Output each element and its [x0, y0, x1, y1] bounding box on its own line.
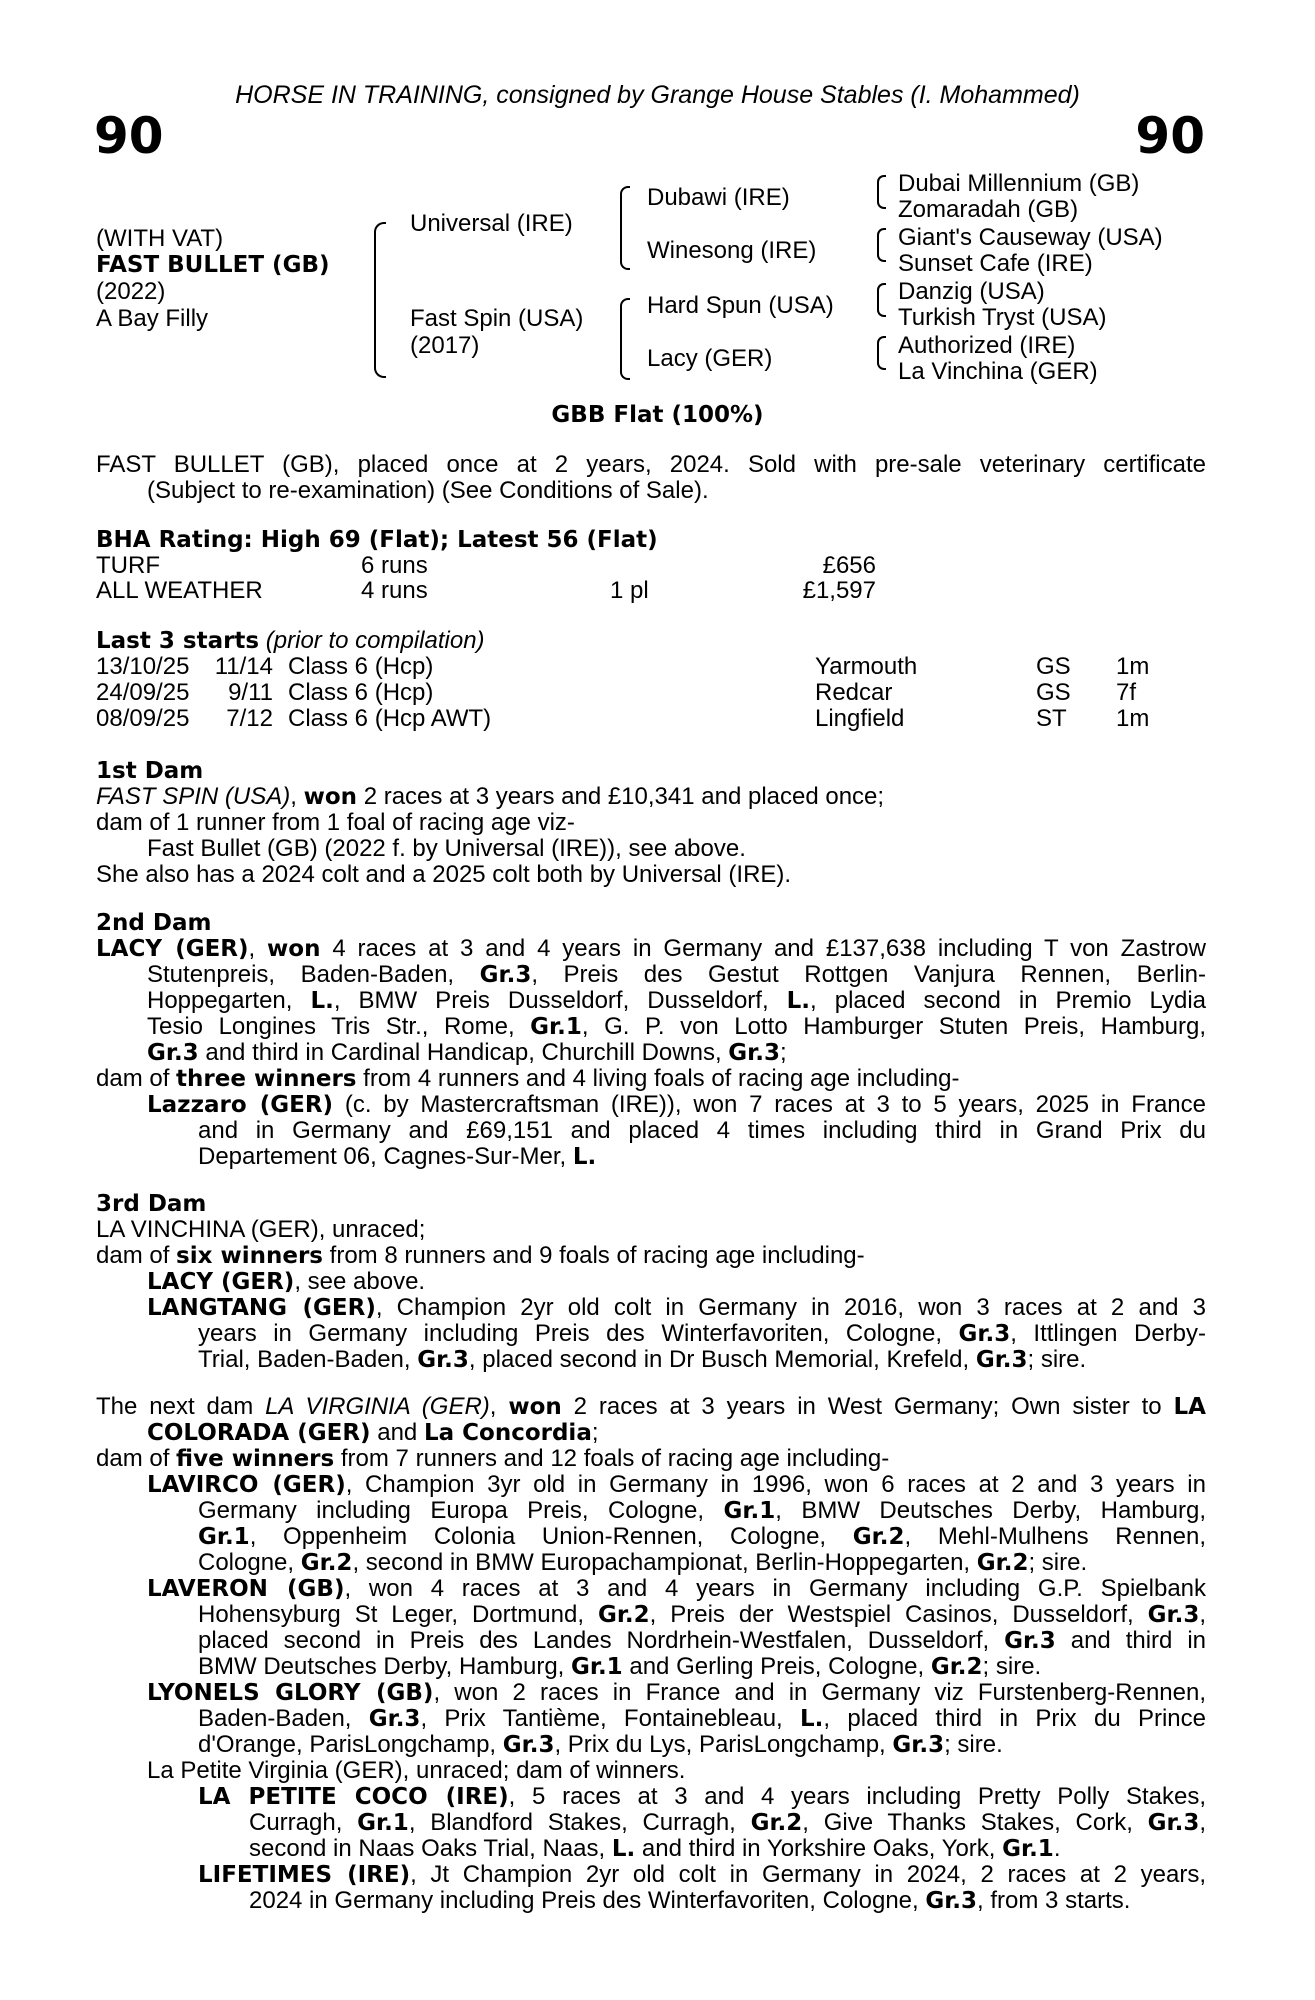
start-going: GS — [1036, 653, 1071, 680]
rating-heading: BHA Rating: High 69 (Flat); Latest 56 (Flat) — [96, 527, 658, 553]
pedigree-brace-3d — [877, 336, 886, 370]
text-line — [96, 962, 1206, 988]
bold-text: LACY (GER) — [147, 1269, 295, 1295]
start-going: GS — [1036, 679, 1071, 706]
rating-turf-runs: 6 runs — [361, 552, 428, 579]
bold-text: Gr.3 — [1147, 1810, 1200, 1836]
text-segment: ; — [591, 1419, 599, 1446]
text-segment: , Prix du Lys, ParisLongchamp, — [554, 1731, 893, 1758]
paragraph — [96, 1243, 1206, 1269]
pedigree-brace-2a — [620, 186, 630, 270]
text-segment: d'Orange, ParisLongchamp, — [198, 1731, 503, 1758]
text-line — [96, 1321, 1206, 1347]
text-segment: from 8 runners and 9 foals of racing age including- — [322, 1242, 865, 1269]
text-segment: , Ittlingen Derby- — [1010, 1320, 1206, 1347]
text-segment: Hohensyburg St Leger, Dortmund, — [198, 1601, 598, 1628]
bold-text: LYONELS GLORY (GB) — [147, 1680, 434, 1706]
text-line — [96, 1810, 1206, 1836]
horse-year: (2022) — [96, 278, 166, 305]
paragraph — [96, 1680, 1206, 1758]
bold-text: six winners — [176, 1243, 323, 1269]
bold-text: five winners — [176, 1446, 335, 1472]
text-segment: ; sire. — [1028, 1549, 1088, 1576]
produce-record: Fast Bullet (GB) (2022 f. by Universal (IRE)), see above. — [147, 835, 746, 862]
second-dam-section — [96, 910, 1206, 1170]
rating-turf-prize: £656 — [822, 552, 876, 579]
text-segment: , — [248, 935, 268, 962]
bold-text: three winners — [176, 1066, 357, 1092]
text-line — [96, 1706, 1206, 1732]
bold-text: LA — [1173, 1394, 1206, 1420]
paragraph — [96, 936, 1206, 1066]
sire-dam: Winesong (IRE) — [647, 237, 817, 264]
text-segment: and Gerling Preis, Cologne, — [622, 1653, 931, 1680]
ancestor-1: Dubai Millennium (GB) — [898, 170, 1140, 197]
bold-text: L. — [786, 988, 811, 1014]
text-line — [96, 1092, 1206, 1118]
text-segment: , Mehl-Mulhens Rennen, — [904, 1523, 1207, 1550]
first-dam-heading: 1st Dam — [96, 758, 204, 784]
text-segment: , from 3 starts. — [977, 1887, 1131, 1914]
text-segment: , placed second in Premio Lydia — [810, 987, 1207, 1014]
last-starts-section — [96, 628, 1206, 732]
start-distance: 1m — [1116, 653, 1150, 680]
rating-aw-prize: £1,597 — [802, 577, 876, 604]
start-course: Redcar — [815, 679, 893, 706]
text-segment: , BMW Deutsches Derby, Hamburg, — [775, 1497, 1207, 1524]
bold-text: Gr.3 — [479, 962, 532, 988]
bold-text: Lazzaro (GER) — [147, 1092, 334, 1118]
text-segment: , second in BMW Europachampionat, Berlin-Hoppegarten, — [352, 1549, 977, 1576]
dam-year: (2017) — [410, 332, 480, 359]
text-segment: years in Germany including Preis des Winterfavoriten, Cologne, — [198, 1320, 959, 1347]
text-segment: Stutenpreis, Baden-Baden, — [147, 961, 480, 988]
bold-text: LACY (GER) — [96, 936, 249, 962]
start-date: 24/09/25 — [96, 679, 190, 706]
text-segment: , won 4 races at 3 and 4 years in Germany including G.P. Spielbank — [344, 1575, 1207, 1602]
text-segment: Germany including Europa Preis, Cologne, — [198, 1497, 724, 1524]
grand-dam-line: La Petite Virginia (GER), unraced; dam of winners. — [147, 1757, 686, 1784]
text-segment: Curragh, — [249, 1809, 358, 1836]
text-segment: and third in — [1055, 1627, 1206, 1654]
text-segment: , Champion 3yr old in Germany in 1996, won 6 races at 2 and 3 years in — [345, 1471, 1206, 1498]
bold-text: Gr.1 — [198, 1524, 250, 1550]
text-segment: dam of — [96, 1065, 177, 1092]
text-segment: , Champion 2yr old colt in Germany in 2016, won 3 races at 2 and 3 — [375, 1294, 1206, 1321]
start-distance: 1m — [1116, 705, 1150, 732]
text-line — [96, 1888, 1206, 1914]
dam: Fast Spin (USA) — [410, 305, 584, 332]
lot-number-right: 90 — [1135, 107, 1205, 165]
text-line — [96, 1446, 1206, 1472]
text-segment: , BMW Preis Dusseldorf, Dusseldorf, — [333, 987, 787, 1014]
text-segment: Departement 06, Cagnes-Sur-Mer, — [198, 1143, 573, 1170]
start-position: 9/11 — [228, 679, 273, 706]
paragraph — [96, 1269, 1206, 1295]
paragraph — [96, 1862, 1206, 1914]
bold-text: COLORADA (GER) — [147, 1420, 371, 1446]
text-segment: , Prix Tantième, Fontainebleau, — [420, 1705, 801, 1732]
text-segment: 2 races at 3 years in West Germany; Own sister to — [561, 1393, 1174, 1420]
text-segment: , — [1199, 1809, 1206, 1836]
text-segment: , Preis des Gestut Rottgen Vanjura Rennen, Berlin- — [531, 961, 1206, 988]
text-segment: Hoppegarten, — [147, 987, 311, 1014]
start-course: Yarmouth — [815, 653, 918, 680]
bold-text: Gr.3 — [925, 1888, 978, 1914]
text-line — [96, 1784, 1206, 1810]
text-line — [96, 1472, 1206, 1498]
text-line — [96, 1014, 1206, 1040]
start-class: Class 6 (Hcp) — [288, 653, 434, 680]
bold-text: L. — [611, 1836, 636, 1862]
bold-text: Gr.3 — [1147, 1602, 1200, 1628]
text-segment: , G. P. von Lotto Hamburger Stuten Preis, Hamburg, — [581, 1013, 1206, 1040]
first-dam-name: FAST SPIN (USA) — [96, 783, 291, 810]
last-starts-note: (prior to compilation) — [265, 627, 485, 654]
text-line — [96, 1118, 1206, 1144]
text-line — [96, 1243, 1206, 1269]
paragraph — [96, 1576, 1206, 1680]
bold-text: LAVERON (GB) — [147, 1576, 345, 1602]
next-dam-section — [96, 1394, 1206, 1914]
text-segment: , — [489, 1393, 509, 1420]
pedigree-brace-3c — [877, 283, 886, 317]
bold-text: Gr.3 — [975, 1347, 1028, 1373]
paragraph — [96, 1092, 1206, 1170]
text-line — [96, 1498, 1206, 1524]
text-segment: , Oppenheim Colonia Union-Rennen, Cologne, — [249, 1523, 853, 1550]
text-line — [96, 1524, 1206, 1550]
text-segment: , Preis der Westspiel Casinos, Dusseldorf, — [649, 1601, 1148, 1628]
bold-text: Gr.3 — [502, 1732, 555, 1758]
paragraph — [96, 1394, 1206, 1446]
text-segment: ; sire. — [1027, 1346, 1087, 1373]
third-dam-heading: 3rd Dam — [96, 1191, 207, 1217]
gbb-flat: GBB Flat (100%) — [551, 402, 764, 428]
start-distance: 7f — [1116, 679, 1137, 706]
bold-text: LANGTANG (GER) — [147, 1295, 376, 1321]
text-line — [96, 1602, 1206, 1628]
bold-text: won — [508, 1394, 562, 1420]
bold-text: Gr.3 — [1004, 1628, 1056, 1654]
bold-text: Gr.2 — [852, 1524, 905, 1550]
text-segment: ; — [779, 1039, 787, 1066]
text-segment: Cologne, — [198, 1549, 301, 1576]
bold-text: Gr.1 — [357, 1810, 409, 1836]
ancestor-3: Giant's Causeway (USA) — [898, 224, 1163, 251]
dam-sire: Hard Spun (USA) — [647, 292, 834, 319]
text-line — [96, 1550, 1206, 1576]
start-date: 13/10/25 — [96, 653, 190, 680]
text-segment: and third in Yorkshire Oaks, York, — [635, 1835, 1003, 1862]
text-line — [96, 1732, 1206, 1758]
text-line — [96, 1394, 1206, 1420]
text-segment: second in Naas Oaks Trial, Naas, — [249, 1835, 612, 1862]
text-segment: 4 races at 3 and 4 years in Germany and £137,638 including T von Zastrow — [320, 935, 1206, 962]
text-segment: Tesio Longines Tris Str., Rome, — [147, 1013, 531, 1040]
text-segment: Baden-Baden, — [198, 1705, 369, 1732]
ancestor-4: Sunset Cafe (IRE) — [898, 250, 1093, 277]
text-segment: and third in Cardinal Handicap, Churchill Downs, — [198, 1039, 729, 1066]
bold-text: Gr.1 — [530, 1014, 582, 1040]
text-line — [96, 1420, 1206, 1446]
intro-line-1: FAST BULLET (GB), placed once at 2 years, 2024. Sold with pre-sale veterinary certificate — [96, 451, 1206, 478]
text-line — [96, 1680, 1206, 1706]
text-line — [96, 988, 1206, 1014]
text-segment: LA VIRGINIA (GER) — [265, 1393, 490, 1420]
text-segment: and in Germany and £69,151 and placed 4 times including third in Grand Prix du — [198, 1117, 1206, 1144]
paragraph — [96, 1784, 1206, 1862]
rating-section — [96, 527, 1206, 605]
bold-text: Gr.2 — [597, 1602, 650, 1628]
text-segment: , — [1199, 1601, 1206, 1628]
text-line — [96, 1144, 1206, 1170]
text-segment: dam of — [96, 1242, 177, 1269]
first-dam-section: 1st Dam FAST SPIN (USA), won 2 races at 3 years and £10,341 and placed once; dam of 1 runner from 1 foal of racing age viz- Fast Bullet (GB) (2022 f. by Universal (IRE)), see above. She also has a 2024 colt and a 2025 colt both by Universal (IRE). — [96, 758, 1206, 888]
ancestor-7: Authorized (IRE) — [898, 332, 1076, 359]
text-segment: (c. by Mastercraftsman (IRE)), won 7 races at 3 to 5 years, 2025 in France — [333, 1091, 1206, 1118]
text-segment: BMW Deutsches Derby, Hamburg, — [198, 1653, 571, 1680]
text-segment: , Jt Champion 2yr old colt in Germany in 2024, 2 races at 2 years, — [410, 1861, 1206, 1888]
text-segment: , placed third in Prix du Prince — [823, 1705, 1206, 1732]
bold-text: La Concordia — [423, 1420, 592, 1446]
text-segment: , Blandford Stakes, Curragh, — [408, 1809, 751, 1836]
start-going: ST — [1036, 705, 1067, 732]
last-starts-heading: Last 3 starts — [96, 628, 260, 654]
bold-text: Gr.1 — [1002, 1836, 1054, 1862]
bold-text: Gr.2 — [750, 1810, 803, 1836]
text-line — [96, 1576, 1206, 1602]
rating-aw-runs: 4 runs — [361, 577, 428, 604]
text-segment: , Give Thanks Stakes, Cork, — [802, 1809, 1148, 1836]
lot-number-left: 90 — [94, 107, 164, 165]
paragraph — [96, 1066, 1206, 1092]
text-segment: dam of — [96, 1445, 177, 1472]
text-segment: ; sire. — [944, 1731, 1003, 1758]
horse-name: FAST BULLET (GB) — [96, 252, 330, 278]
ancestor-6: Turkish Tryst (USA) — [898, 304, 1107, 331]
bold-text: Gr.3 — [958, 1321, 1011, 1347]
start-position: 7/12 — [226, 705, 273, 732]
text-segment: from 4 runners and 4 living foals of racing age including- — [356, 1065, 960, 1092]
text-line — [96, 1295, 1206, 1321]
start-course: Lingfield — [815, 705, 905, 732]
pedigree-brace-1 — [374, 222, 386, 378]
intro-line-2: (Subject to re-examination) (See Conditions of Sale). — [147, 477, 709, 504]
consignor-line: HORSE IN TRAINING, consigned by Grange House Stables (I. Mohammed) — [235, 81, 1080, 109]
text-line — [96, 1040, 1206, 1066]
pedigree-brace-3a — [877, 175, 886, 209]
start-position: 11/14 — [214, 653, 273, 680]
text-segment: 2024 in Germany including Preis des Winterfavoriten, Cologne, — [249, 1887, 926, 1914]
text-segment: from 7 runners and 12 foals of racing age including- — [334, 1445, 890, 1472]
text-line — [96, 1347, 1206, 1373]
paragraph — [96, 1295, 1206, 1373]
rating-aw-placed: 1 pl — [610, 577, 649, 604]
ancestor-8: La Vinchina (GER) — [898, 358, 1098, 385]
pedigree-brace-2b — [620, 298, 630, 380]
text-segment: , 5 races at 3 and 4 years including Pretty Polly Stakes, — [508, 1783, 1207, 1810]
bold-text: Gr.1 — [723, 1498, 776, 1524]
bold-text: LIFETIMES (IRE) — [198, 1862, 411, 1888]
rating-aw-surface: ALL WEATHER — [96, 577, 263, 604]
rating-turf-surface: TURF — [96, 552, 160, 579]
bold-text: Gr.2 — [300, 1550, 353, 1576]
bold-text: L. — [572, 1144, 597, 1170]
bold-text: LA PETITE COCO (IRE) — [198, 1784, 509, 1810]
bold-text: Gr.3 — [147, 1040, 199, 1066]
horse-description: A Bay Filly — [96, 305, 209, 332]
paragraph — [96, 1446, 1206, 1472]
ancestor-2: Zomaradah (GB) — [898, 196, 1079, 223]
text-segment: and — [370, 1419, 424, 1446]
text-segment: , see above. — [294, 1268, 426, 1295]
third-dam-section: 3rd Dam LA VINCHINA (GER), unraced; dam of six winners from 8 runners and 9 foals of racing age including- LACY (GER), see above. LANGTANG (GER), Champion 2yr old colt in Germany in 2016, won 3 races at 2 and 3 years in Germany including Preis des Winterfavoriten, Cologne, Gr.3, Ittlingen Derby- Trial, Baden-Baden, Gr.3, placed second in Dr Busch Memorial, Krefeld, Gr.3; sire. — [96, 1191, 1206, 1373]
bold-text: won — [267, 936, 321, 962]
text-segment: placed second in Preis des Landes Nordrhein-Westfalen, Dusseldorf, — [198, 1627, 1005, 1654]
bold-text: L. — [800, 1706, 824, 1732]
bold-text: Gr.3 — [417, 1347, 469, 1373]
bold-text: LAVIRCO (GER) — [147, 1472, 346, 1498]
text-line — [96, 1628, 1206, 1654]
text-segment: Trial, Baden-Baden, — [198, 1346, 418, 1373]
text-line — [96, 1066, 1206, 1092]
text-segment: ; sire. — [982, 1653, 1042, 1680]
bold-text: L. — [310, 988, 334, 1014]
dam-dam: Lacy (GER) — [647, 345, 773, 372]
paragraph — [96, 1472, 1206, 1576]
text-segment: The next dam — [96, 1393, 266, 1420]
bold-text: Gr.3 — [892, 1732, 945, 1758]
text-segment: , won 2 races in France and in Germany viz Furstenberg-Rennen, — [433, 1679, 1206, 1706]
bold-text: Gr.3 — [728, 1040, 780, 1066]
vat-note: (WITH VAT) — [96, 225, 224, 252]
sire-sire: Dubawi (IRE) — [647, 184, 790, 211]
pedigree-brace-3b — [877, 228, 886, 262]
bold-text: Gr.3 — [368, 1706, 421, 1732]
text-line — [96, 1654, 1206, 1680]
intro-paragraph — [96, 452, 1206, 504]
sire: Universal (IRE) — [410, 210, 573, 237]
text-segment: , placed second in Dr Busch Memorial, Krefeld, — [468, 1346, 976, 1373]
text-line — [96, 1269, 1206, 1295]
text-line — [96, 1836, 1206, 1862]
ancestor-5: Danzig (USA) — [898, 278, 1045, 305]
second-dam-heading: 2nd Dam — [96, 910, 212, 936]
bold-text: Gr.2 — [976, 1550, 1029, 1576]
start-class: Class 6 (Hcp) — [288, 679, 434, 706]
bold-text: Gr.2 — [930, 1654, 983, 1680]
start-class: Class 6 (Hcp AWT) — [288, 705, 492, 732]
start-date: 08/09/25 — [96, 705, 190, 732]
text-segment: . — [1053, 1835, 1061, 1862]
bold-text: Gr.1 — [571, 1654, 623, 1680]
text-line — [96, 936, 1206, 962]
text-line — [96, 1862, 1206, 1888]
